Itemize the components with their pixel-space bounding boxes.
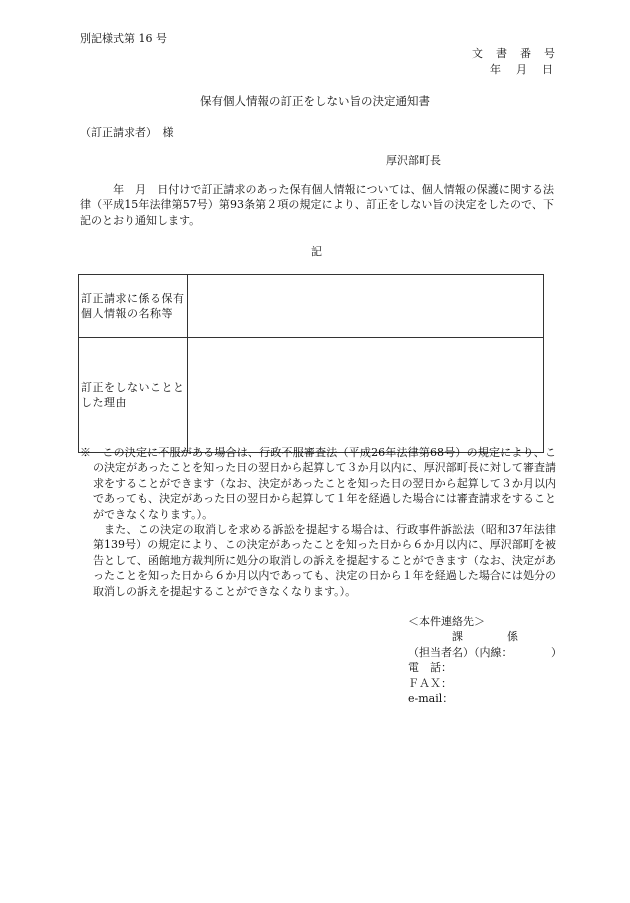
document-number-label: 文 書 番 号 <box>472 47 556 60</box>
contact-heading: ＜本件連絡先＞ <box>408 615 485 628</box>
contact-phone: 電 話： <box>408 661 452 675</box>
contact-person: （担当者名）（内線： ） <box>408 645 562 659</box>
table-row <box>79 275 544 338</box>
notice-appeal: ※ この決定に不服がある場合は、行政不服審査法（平成26年法律第68号）の規定により、この決定があったことを知った日の翌日から起算して３か月以内に、厚沢部町長に対して審査請求をすることができます（なお、決定があったことを知った日の翌日から起算して３か月以内であっても、決定があった日の翌日から起算して１年を経過した場合には審査請求をすることができなくなります。）。 <box>80 446 556 521</box>
document-date-label: 年 月 日 <box>490 63 555 76</box>
contact-fax: ＦＡＸ： <box>408 676 452 690</box>
info-name-label: 訂正請求に係る保有個人情報の名称等 <box>79 275 188 338</box>
contact-block <box>408 614 562 706</box>
decision-table <box>78 274 544 453</box>
info-name-value <box>188 275 544 338</box>
ki-marker: 記 <box>311 245 322 258</box>
form-number: 別記様式第 16 号 <box>80 32 167 45</box>
reason-label: 訂正をしないこととした理由 <box>79 338 188 453</box>
notice-block <box>80 445 556 599</box>
notice-lawsuit: また、この決定の取消しを求める訴訟を提起する場合は、行政事件訴訟法（昭和37年法律第139号）の規定により、この決定があったことを知った日から６か月以内に、厚沢部町を被告として、函館地方裁判所に処分の取消しの訴えを提起することができます（なお、決定があったことを知った日から６か月以内であっても、決定の日から１年を経過した場合には処分の取消しの訴えを提起することができなくなります。）。 <box>93 523 556 598</box>
body-paragraph: 年 月 日付けで訂正請求のあった保有個人情報については、個人情報の保護に関する法律（平成15年法律第57号）第93条第２項の規定により、訂正をしない旨の決定をしたので、下記のとおり通知します。 <box>80 183 554 227</box>
contact-email: e-mail： <box>408 692 454 706</box>
addressee: （訂正請求者） 様 <box>80 126 174 139</box>
contact-section: 課 係 <box>408 630 518 644</box>
table-row <box>79 338 544 453</box>
issuer: 厚沢部町長 <box>386 154 441 167</box>
reason-value <box>188 338 544 453</box>
document-title: 保有個人情報の訂正をしない旨の決定通知書 <box>200 94 430 108</box>
